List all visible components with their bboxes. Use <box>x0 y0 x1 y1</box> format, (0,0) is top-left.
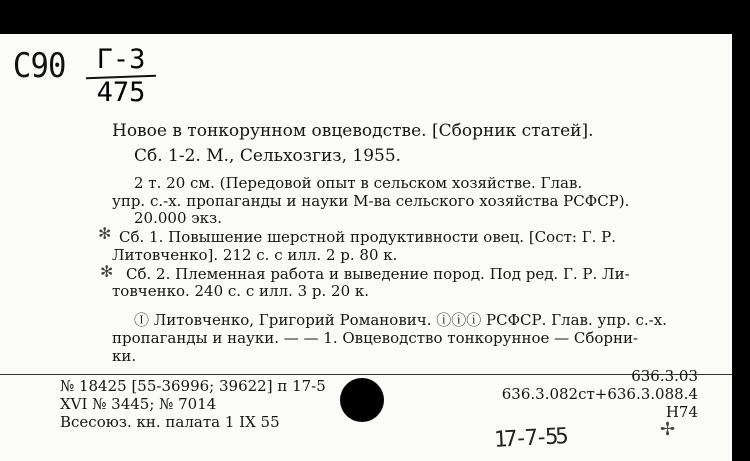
handwritten-mark: ✻ <box>98 224 112 243</box>
handwritten-mark: ✻ <box>100 262 114 281</box>
tracing-line-1: Ⓘ Литовченко, Григорий Романович. ⓘⓘⓘ РСФСР. Глав. упр. с.-х. <box>134 311 667 329</box>
shelf-mark: С90 <box>12 46 66 86</box>
fraction-bottom: 475 <box>96 77 146 108</box>
call-number-fraction <box>86 46 156 106</box>
title-line: Новое в тонкорунном овцеводстве. [Сборник статей]. <box>112 121 594 141</box>
card-punch-hole <box>340 378 384 422</box>
catalog-card <box>0 34 732 461</box>
volume-1-line-2: Литовченко]. 212 с. с илл. 2 р. 80 к. <box>112 246 398 264</box>
registration-number: № 18425 [55-36996; 39622] п 17-5 <box>60 377 326 395</box>
footer-divider <box>0 374 732 375</box>
volume-2-line-1: Сб. 2. Племенная работа и выведение пород. Под ред. Г. Р. Ли- <box>126 265 630 283</box>
handwritten-mark: ✢ <box>660 419 676 440</box>
volume-2-line-2: товченко. 240 с. с илл. 3 р. 20 к. <box>112 282 370 300</box>
author-mark: Н74 <box>665 403 698 421</box>
udc-code-1: 636.3.03 <box>631 367 698 385</box>
book-chamber-line: Всесоюз. кн. палата 1 IX 55 <box>60 413 280 431</box>
description-line-1: 2 т. 20 см. (Передовой опыт в сельском хозяйстве. Глав. <box>134 174 583 192</box>
edition-line: Сб. 1-2. М., Сельхозгиз, 1955. <box>134 146 402 166</box>
print-run-line: 20.000 экз. <box>134 209 222 227</box>
index-numbers: XVI № 3445; № 7014 <box>60 395 217 413</box>
udc-code-2: 636.3.082ст+636.3.088.4 <box>501 385 698 403</box>
volume-1-line-1: Сб. 1. Повышение шерстной продуктивности овец. [Сост: Г. Р. <box>119 228 617 246</box>
tracing-line-3: ки. <box>112 347 137 365</box>
tracing-line-2: пропаганды и науки. — — 1. Овцеводство тонкорунное — Сборни- <box>112 329 639 347</box>
handwritten-date: 17-7-55 <box>493 424 567 453</box>
fraction-top: Г-3 <box>96 44 146 75</box>
description-line-2: упр. с.-х. пропаганды и науки М-ва сельского хозяйства РСФСР). <box>112 192 630 210</box>
